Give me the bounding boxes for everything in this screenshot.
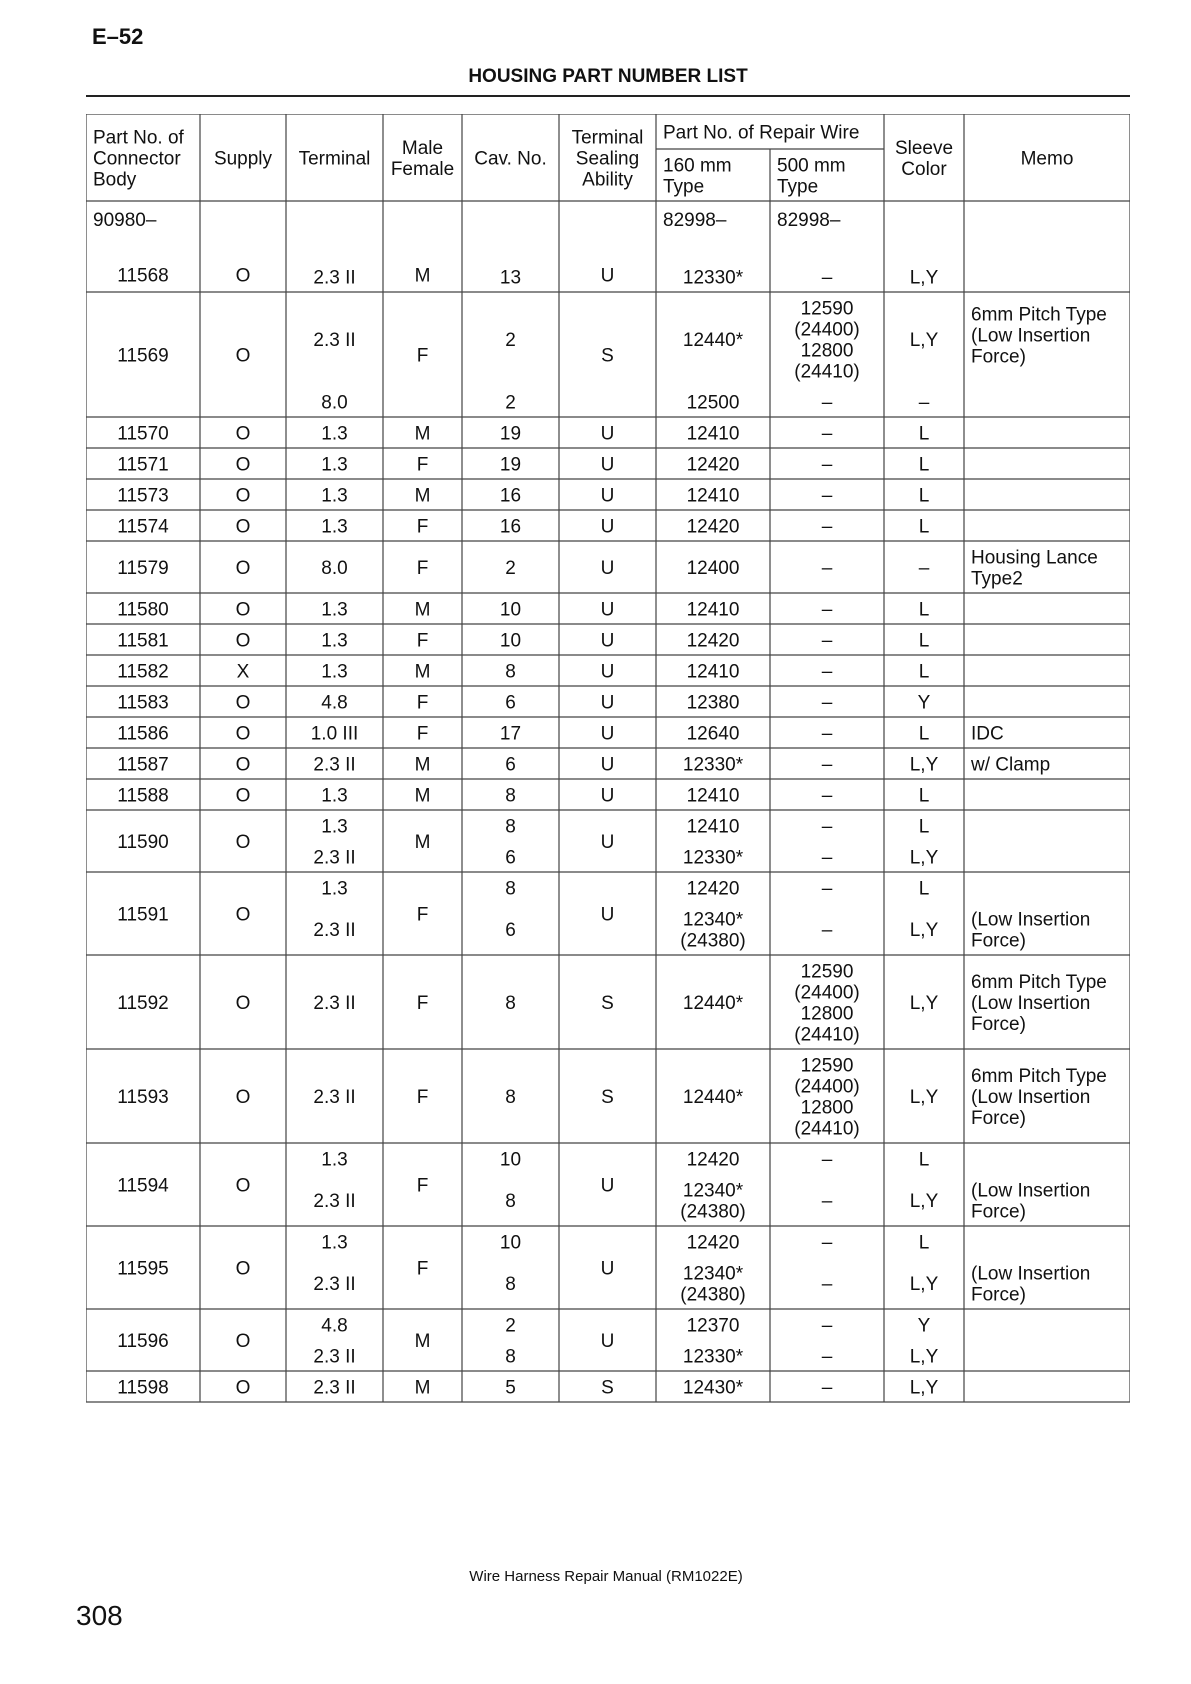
terminal-value: 1.3 [321,599,348,621]
wire160-value: 12430* [682,1377,744,1399]
male-female-value: M [414,754,431,776]
wire500-value: – [821,723,833,745]
memo-text: (Low Insertion Force) [971,1180,1091,1223]
cav-value: 6 [505,754,516,776]
supply-value: O [235,423,251,445]
terminal-value: 2.3 II [313,1346,356,1368]
cav-value: 10 [499,1149,522,1171]
terminal-value: 2.3 II [313,993,356,1014]
footer-text: Wire Harness Repair Manual (RM1022E) [469,1568,743,1585]
sealing-value: U [600,516,615,538]
part-number: 11587 [117,754,169,776]
wire160-value: 12420 [686,516,740,538]
cav-value: 2 [505,392,516,414]
page-title: HOUSING PART NUMBER LIST [468,66,748,87]
male-female-value: F [416,558,429,579]
wire160-value: 12410 [686,599,740,621]
cav-value: 8 [505,878,516,900]
page-code: E–52 [92,24,144,49]
wire500-value: – [821,878,833,900]
male-female-value: M [414,1331,431,1352]
wire500-value: – [821,485,833,507]
male-female-value: F [416,993,429,1014]
male-female-value: F [416,1087,429,1108]
sleeve-value: Y [917,692,931,714]
housing-part-table [86,114,1130,1444]
wire160-value: 12330* [682,847,744,869]
sealing-value: U [600,558,615,579]
sleeve-value: – [918,392,930,414]
terminal-value: 2.3 II [313,847,356,869]
sealing-value: U [600,723,615,745]
wire160-value: 12420 [686,630,740,652]
cav-value: 6 [505,920,516,941]
cav-value: 10 [499,1232,522,1254]
memo-text: IDC [971,723,1004,745]
header-male-female: Male Female [390,138,455,180]
header-sleeve-color: Sleeve Color [894,138,954,180]
supply-value: O [235,832,251,853]
wire160-value: 12420 [686,1232,740,1254]
memo-text: 6mm Pitch Type (Low Insertion Force) [971,1066,1107,1129]
sleeve-value: L [918,454,930,476]
wire160-value: 12370 [686,1315,740,1337]
wire500-value: – [821,1315,833,1337]
part-number: 11598 [117,1377,169,1399]
part-number: 11590 [117,832,169,853]
page-number: 308 [76,1600,123,1631]
part-number: 11580 [117,599,169,621]
supply-value: O [235,692,251,714]
wire500-value: – [821,1346,833,1368]
terminal-value: 2.3 II [313,330,356,351]
terminal-value: 2.3 II [313,1191,356,1212]
wire500-value: – [821,630,833,652]
wire500-value: – [821,920,833,941]
terminal-value: 1.3 [321,423,348,445]
cav-value: 8 [505,816,516,838]
cav-value: 2 [505,558,516,579]
sealing-value: U [600,1258,615,1280]
sleeve-value: L [918,630,930,652]
memo-text: (Low Insertion Force) [971,1263,1091,1306]
cav-value: 8 [505,785,516,807]
cav-value: 8 [505,1191,516,1212]
terminal-value: 8.0 [321,558,348,579]
wire500-value: – [821,1377,833,1399]
wire500-value: – [821,454,833,476]
part-number: 11586 [117,723,169,745]
sleeve-value: L [918,485,930,507]
terminal-value: 2.3 II [313,920,356,941]
sealing-value: U [600,832,615,853]
sleeve-value: L,Y [909,1346,939,1368]
wire500-value: – [821,1149,833,1171]
sleeve-value: L,Y [909,920,939,941]
male-female-value: F [416,723,429,745]
wire500-value: – [821,1274,833,1295]
memo-text: 6mm Pitch Type (Low Insertion Force) [971,304,1107,368]
sleeve-value: L,Y [909,1087,939,1108]
sealing-value: U [600,1331,615,1352]
male-female-value: F [416,692,429,714]
sealing-value: S [601,345,614,367]
supply-value: O [235,1331,251,1352]
cav-value: 8 [505,1087,516,1108]
part-number: 11592 [117,993,169,1014]
cav-value: 5 [505,1377,516,1399]
sleeve-value: L,Y [909,993,939,1014]
sleeve-value: – [918,558,930,579]
header-terminal: Terminal [298,148,371,170]
male-female-value: F [416,1258,429,1280]
wire500-value: – [821,754,833,776]
sleeve-value: L,Y [909,1377,939,1399]
supply-value: O [235,265,251,287]
terminal-value: 8.0 [321,392,348,414]
wire160-value: 12410 [686,485,740,507]
part-number: 11595 [117,1258,169,1280]
wire160-value: 12340* (24380) [680,1263,746,1306]
wire160-value: 12340* (24380) [680,909,746,952]
terminal-value: 1.0 III [310,723,359,745]
wire500-value: – [821,816,833,838]
part-number: 11574 [117,516,169,538]
part-prefix: 90980– [93,210,157,231]
header-500mm-type: 500 mm Type [777,155,846,198]
cav-value: 2 [505,330,516,351]
cav-value: 8 [505,661,516,683]
header-part-no: Part No. of Connector Body [93,127,184,191]
terminal-value: 2.3 II [313,267,356,289]
cav-value: 16 [499,485,522,507]
header-terminal-sealing: Terminal Sealing Ability [571,127,644,191]
part-number: 11569 [117,345,169,367]
part-number: 11596 [117,1331,169,1352]
title-rule [86,95,1130,97]
cav-value: 8 [505,1274,516,1295]
wire160-value: 12420 [686,1149,740,1171]
cav-value: 8 [505,993,516,1014]
wire500-prefix: 82998– [777,210,841,231]
supply-value: O [235,723,251,745]
male-female-value: M [414,785,431,807]
sleeve-value: L [918,723,930,745]
sealing-value: U [600,754,615,776]
supply-value: O [235,904,251,926]
wire500-value: – [821,661,833,683]
part-number: 11588 [117,785,169,807]
wire160-value: 12400 [686,558,740,579]
male-female-value: M [414,1377,431,1399]
sealing-value: U [600,1175,615,1197]
cav-value: 19 [499,423,522,445]
terminal-value: 1.3 [321,485,348,507]
supply-value: O [235,993,251,1014]
terminal-value: 1.3 [321,816,348,838]
part-number: 11573 [117,485,169,507]
wire160-value: 12500 [686,392,740,414]
wire160-value: 12330* [682,1346,744,1368]
wire500-value: – [821,516,833,538]
part-number: 11582 [117,661,169,683]
part-number: 11591 [117,904,169,926]
sealing-value: S [601,993,614,1014]
terminal-value: 4.8 [321,1315,348,1337]
male-female-value: F [416,516,429,538]
wire160-value: 12440* [682,1087,744,1108]
supply-value: O [235,516,251,538]
terminal-value: 4.8 [321,692,348,714]
cav-value: 19 [499,454,522,476]
cav-value: 13 [499,267,522,289]
sleeve-value: L [918,1149,930,1171]
supply-value: O [235,345,251,367]
supply-value: X [236,661,250,683]
male-female-value: F [416,454,429,476]
supply-value: O [235,1087,251,1108]
terminal-value: 2.3 II [313,1274,356,1295]
memo-text: w/ Clamp [971,754,1051,776]
male-female-value: F [416,345,429,367]
terminal-value: 1.3 [321,454,348,476]
part-number: 11594 [117,1175,169,1197]
cav-value: 10 [499,599,522,621]
male-female-value: F [416,1175,429,1197]
memo-text: (Low Insertion Force) [971,909,1091,952]
part-number: 11593 [117,1087,169,1108]
wire160-value: 12420 [686,454,740,476]
wire500-value: – [821,1232,833,1254]
header-supply: Supply [213,148,273,170]
supply-value: O [235,785,251,807]
cav-value: 17 [499,723,522,745]
sealing-value: U [600,599,615,621]
header-160mm-type: 160 mm Type [663,155,732,198]
header-repair-wire: Part No. of Repair Wire [663,122,860,144]
terminal-value: 1.3 [321,661,348,683]
wire500-value: – [821,692,833,714]
header-memo: Memo [1020,148,1074,170]
supply-value: O [235,630,251,652]
supply-value: O [235,754,251,776]
sealing-value: S [601,1087,614,1108]
male-female-value: F [416,904,429,926]
wire500-value: – [821,392,833,414]
wire160-value: 12440* [682,330,744,351]
wire500-value: – [821,423,833,445]
male-female-value: F [416,630,429,652]
sealing-value: U [600,454,615,476]
terminal-value: 1.3 [321,1232,348,1254]
part-number: 11571 [117,454,169,476]
part-number: 11581 [117,630,169,652]
wire160-value: 12410 [686,423,740,445]
sealing-value: S [601,1377,614,1399]
sealing-value: U [600,423,615,445]
memo-text: Housing Lance Type2 [971,547,1098,590]
sleeve-value: L,Y [909,847,939,869]
wire160-value: 12410 [686,816,740,838]
male-female-value: M [414,265,431,287]
wire500-value: – [821,847,833,869]
sealing-value: U [600,661,615,683]
sleeve-value: Y [917,1315,931,1337]
wire500-value: – [821,1191,833,1212]
wire160-value: 12330* [682,267,744,289]
terminal-value: 2.3 II [313,1377,356,1399]
sealing-value: U [600,265,615,287]
sealing-value: U [600,785,615,807]
supply-value: O [235,558,251,579]
wire160-value: 12410 [686,785,740,807]
supply-value: O [235,1377,251,1399]
sleeve-value: L,Y [909,330,939,351]
sleeve-value: L [918,661,930,683]
sleeve-value: L,Y [909,267,939,289]
memo-text: 6mm Pitch Type (Low Insertion Force) [971,972,1107,1035]
male-female-value: M [414,485,431,507]
wire500-value: 12590 (24400) 12800 (24410) [794,298,860,383]
supply-value: O [235,1175,251,1197]
cav-value: 8 [505,1346,516,1368]
sealing-value: U [600,904,615,926]
terminal-value: 1.3 [321,785,348,807]
sleeve-value: L [918,1232,930,1254]
wire160-value: 12440* [682,993,744,1014]
cav-value: 10 [499,630,522,652]
sleeve-value: L [918,423,930,445]
male-female-value: M [414,423,431,445]
sleeve-value: L,Y [909,1191,939,1212]
supply-value: O [235,485,251,507]
sleeve-value: L [918,878,930,900]
supply-value: O [235,1258,251,1280]
terminal-value: 1.3 [321,630,348,652]
supply-value: O [235,599,251,621]
cav-value: 16 [499,516,522,538]
wire160-value: 12340* (24380) [680,1180,746,1223]
header-cav-no: Cav. No. [474,148,547,170]
terminal-value: 1.3 [321,516,348,538]
terminal-value: 1.3 [321,1149,348,1171]
wire500-value: – [821,785,833,807]
wire500-value: – [821,267,833,289]
wire160-value: 12380 [686,692,740,714]
sleeve-value: L [918,785,930,807]
part-number: 11583 [117,692,169,714]
wire160-value: 12420 [686,878,740,900]
wire500-value: – [821,599,833,621]
sleeve-value: L [918,816,930,838]
sleeve-value: L [918,516,930,538]
cav-value: 6 [505,847,516,869]
supply-value: O [235,454,251,476]
sealing-value: U [600,692,615,714]
wire500-value: – [821,558,833,579]
sealing-value: U [600,485,615,507]
wire160-value: 12410 [686,661,740,683]
terminal-value: 1.3 [321,878,348,900]
part-number: 11570 [117,423,169,445]
male-female-value: M [414,832,431,853]
wire160-value: 12330* [682,754,744,776]
part-number: 11579 [117,558,169,579]
cav-value: 6 [505,692,516,714]
sleeve-value: L [918,599,930,621]
wire160-prefix: 82998– [663,210,727,231]
terminal-value: 2.3 II [313,1087,356,1108]
male-female-value: M [414,661,431,683]
sleeve-value: L,Y [909,754,939,776]
cav-value: 2 [505,1315,516,1337]
sleeve-value: L,Y [909,1274,939,1295]
wire500-value: 12590 (24400) 12800 (24410) [794,1055,860,1140]
wire160-value: 12640 [686,723,740,745]
sealing-value: U [600,630,615,652]
wire500-value: 12590 (24400) 12800 (24410) [794,961,860,1046]
terminal-value: 2.3 II [313,754,356,776]
part-number: 11568 [117,265,169,287]
male-female-value: M [414,599,431,621]
